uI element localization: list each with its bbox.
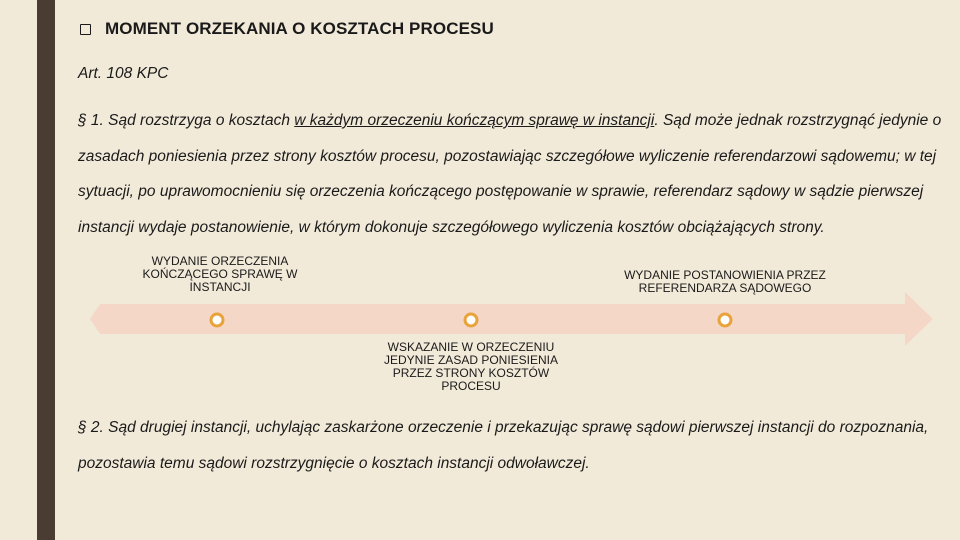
timeline-label-3: WYDANIE POSTANOWIENIA PRZEZ REFERENDARZA SĄDOWEGO [624, 268, 826, 295]
paragraph-1-start: § 1. Sąd rozstrzyga o kosztach [78, 112, 295, 129]
timeline-label-2: WSKAZANIE W ORZECZENIU JEDYNIE ZASAD PONIESIENIA PRZEZ STRONY KOSZTÓW PROCESU [383, 340, 559, 393]
timeline-dot-2 [465, 314, 477, 326]
article-reference: Art. 108 KPC [78, 65, 169, 82]
timeline-dot-1 [211, 314, 223, 326]
paragraph-2: § 2. Sąd drugiej instancji, uchylając zaskarżone orzeczenie i przekazując sprawę sądowi pierwszej instancji do rozpoznania, pozostawia temu sądowi rozstrzygnięcie o kosztach instancji odwoławczej. [78, 419, 929, 472]
paragraph-1-end: . Sąd może jednak rozstrzygnąć jedynie o zasadach poniesienia przez strony kosztów procesu, pozostawiając szczegółowe wyliczenie referendarzowi sądowemu; w tej sytuacji, po uprawomocnieniu się orzeczenia kończącego postępowanie w sprawie, referendarz sądowy w sądzie pierwszej instancji wydaje postanowienie, w którym dokonuje szczegółowego wyliczenia kosztów obciążających strony. [78, 112, 942, 236]
slide-title: MOMENT ORZEKANIA O KOSZTACH PROCESU [105, 19, 494, 38]
timeline-label-1: WYDANIE ORZECZENIA KOŃCZĄCEGO SPRAWĘ W INSTANCJI [142, 254, 298, 294]
timeline-dot-3 [719, 314, 731, 326]
paragraph-1-underlined: w każdym orzeczeniu kończącym sprawę w instancji [294, 112, 655, 129]
